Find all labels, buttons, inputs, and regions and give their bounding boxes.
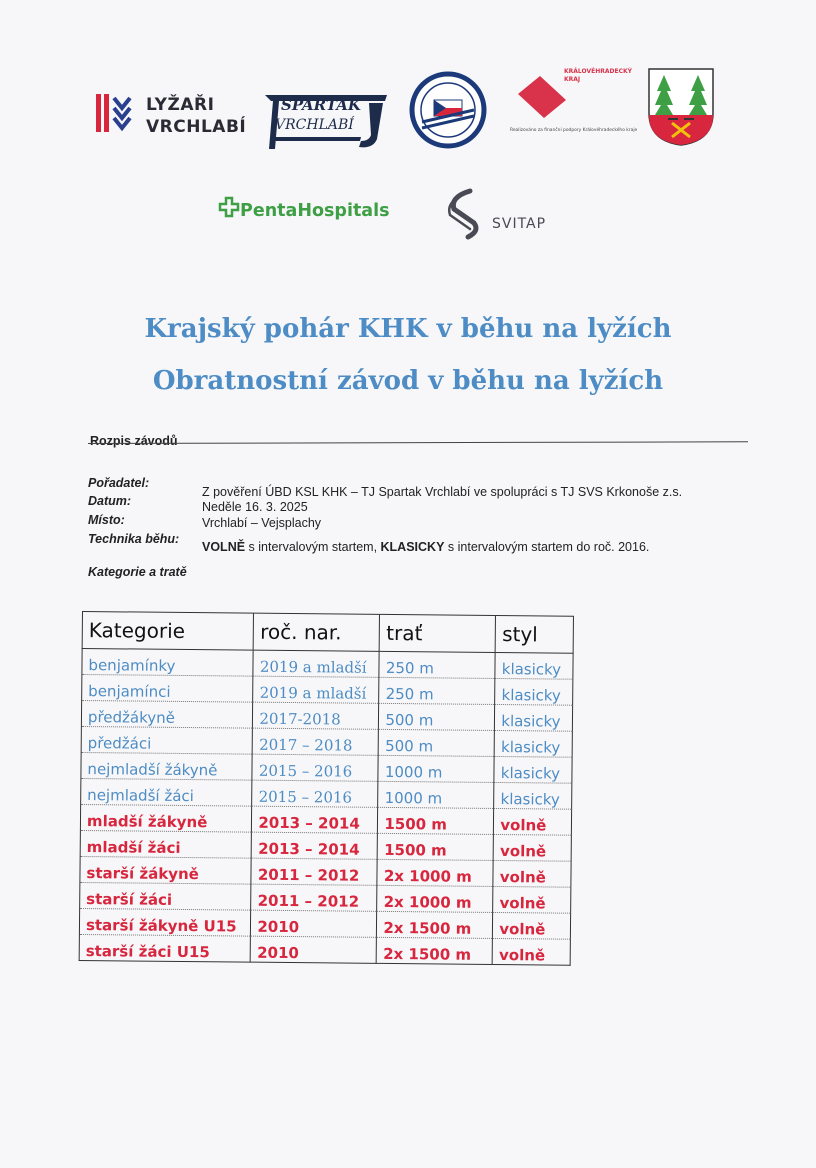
penta-hospitals-logo-text: PentaHospitals: [240, 201, 390, 221]
info-value-datum: Neděle 16. 3. 2025: [202, 500, 308, 514]
cell-trat: 2x 1500 m: [377, 911, 493, 938]
header-styl: styl: [495, 615, 573, 653]
table-row: [82, 675, 573, 706]
table-row: [80, 882, 571, 913]
khk-line1: KRÁLOVÉHRADECKÝ: [564, 68, 632, 75]
cell-kategorie: předžákyně: [81, 701, 253, 729]
lyzari-line2: VRCHLABÍ: [146, 117, 247, 137]
lyzari-vrchlabi-logo-text: [146, 94, 246, 138]
table-header-row: [82, 612, 573, 654]
cell-kategorie: mladší žáci: [80, 830, 252, 858]
technika-part1: s intervalovým startem,: [245, 540, 381, 554]
cell-trat: 500 m: [379, 729, 495, 756]
header-kategorie: Kategorie: [82, 612, 254, 651]
spartak-line2: VRCHLABÍ: [275, 117, 354, 133]
technika-volne: VOLNĚ: [202, 540, 246, 554]
cell-kategorie: nejmladší žáci: [81, 778, 253, 806]
cell-trat: 1000 m: [378, 781, 494, 808]
technika-part2: s intervalovým startem do roč. 2016.: [444, 540, 650, 554]
cell-trat: 1500 m: [378, 807, 494, 834]
cell-styl: volně: [493, 860, 571, 887]
cell-trat: 2x 1000 m: [377, 885, 493, 912]
cell-trat: 2x 1500 m: [377, 937, 493, 964]
cell-kategorie: starší žákyně U15: [79, 908, 251, 936]
table-row: [82, 649, 573, 680]
cell-kategorie: předžáci: [81, 726, 253, 754]
cell-kategorie: nejmladší žákyně: [81, 752, 253, 780]
cell-rocnik: 2011 – 2012: [251, 858, 377, 885]
heading-rule: [88, 441, 748, 444]
cell-styl: volně: [492, 938, 570, 965]
cell-styl: volně: [493, 886, 571, 913]
table-body: [79, 649, 573, 966]
header-trat: trať: [380, 614, 496, 652]
header-rocnik: roč. nar.: [254, 613, 380, 651]
document-title-line2: Obratnostní závod v běhu na lyžích: [152, 366, 664, 396]
cell-rocnik: 2011 – 2012: [251, 884, 377, 911]
cell-rocnik: 2010: [251, 910, 377, 937]
table-row: [80, 856, 571, 887]
table-row: [79, 934, 570, 965]
info-label-datum: Datum:: [88, 494, 132, 508]
svaz-lyzaru-logo: [408, 70, 488, 150]
cell-rocnik: 2013 – 2014: [252, 832, 378, 859]
rozpis-heading: Rozpis závodů: [90, 434, 178, 448]
cell-trat: 1500 m: [378, 833, 494, 860]
cell-styl: klasicky: [495, 704, 573, 731]
cell-styl: klasicky: [494, 756, 572, 783]
cell-styl: klasicky: [494, 730, 572, 757]
cell-styl: volně: [493, 834, 571, 861]
cell-rocnik: 2010: [251, 936, 377, 963]
cell-styl: klasicky: [495, 678, 573, 705]
cell-rocnik: 2013 – 2014: [252, 806, 378, 833]
cell-styl: volně: [493, 912, 571, 939]
khk-note: Realizováno za finanční podpory Královéhradeckého kraje: [510, 128, 638, 133]
vrchlabi-crest-icon: [646, 67, 716, 147]
technika-klasicky: KLASICKY: [380, 540, 445, 554]
info-value-technika: [202, 540, 649, 554]
spartak-line1: SPARTAK: [281, 96, 361, 114]
cell-styl: klasicky: [495, 652, 573, 679]
table-row: [81, 778, 572, 809]
table-row: [80, 830, 571, 861]
categories-heading: Kategorie a tratě: [88, 565, 187, 579]
cell-trat: 250 m: [379, 677, 495, 704]
table-row: [80, 804, 571, 835]
cell-trat: 1000 m: [378, 755, 494, 782]
cell-kategorie: benjamínci: [82, 675, 254, 703]
table-row: [81, 752, 572, 783]
cell-rocnik: 2015 – 2016: [252, 754, 378, 781]
cell-styl: volně: [494, 808, 572, 835]
svitap-logo-mark: [444, 187, 484, 243]
cell-kategorie: starší žáci: [80, 882, 252, 910]
info-value-poradatel: Z pověření ÚBD KSL KHK – TJ Spartak Vrchlabí ve spolupráci s TJ SVS Krkonoše z.s.: [202, 485, 683, 499]
lyzari-line1: LYŽAŘI: [146, 95, 215, 115]
document-title-line1: Krajský pohár KHK v běhu na lyžích: [144, 314, 672, 344]
cell-rocnik: 2017-2018: [253, 702, 379, 729]
table-row: [79, 908, 570, 939]
cell-styl: klasicky: [494, 782, 572, 809]
penta-cross-icon: [218, 196, 240, 218]
kralovehradecky-kraj-logo: [508, 66, 638, 136]
cell-kategorie: mladší žákyně: [80, 804, 252, 832]
spartak-vrchlabi-logo: [261, 93, 389, 151]
info-label-poradatel: Pořadatel:: [88, 476, 150, 490]
categories-table: [79, 611, 574, 966]
cell-rocnik: 2015 – 2016: [252, 780, 378, 807]
cell-trat: 2x 1000 m: [377, 859, 493, 886]
lyzari-vrchlabi-logo-mark: [94, 92, 134, 136]
cell-rocnik: 2017 – 2018: [253, 728, 379, 755]
cell-kategorie: starší žákyně: [80, 856, 252, 884]
cell-kategorie: benjamínky: [82, 649, 254, 677]
info-label-technika: Technika běhu:: [88, 532, 180, 546]
cell-kategorie: starší žáci U15: [79, 934, 251, 962]
khk-mark-icon: [514, 72, 570, 122]
cell-rocnik: 2019 a mladší: [253, 650, 379, 677]
table-row: [81, 701, 572, 732]
cell-trat: 500 m: [379, 703, 495, 730]
khk-line2: KRAJ: [564, 76, 581, 83]
info-label-misto: Místo:: [88, 513, 125, 527]
info-value-misto: Vrchlabí – Vejsplachy: [202, 516, 322, 530]
svitap-logo-text: SVITAP: [492, 216, 547, 232]
cell-trat: 250 m: [379, 651, 495, 678]
cell-rocnik: 2019 a mladší: [253, 676, 379, 703]
